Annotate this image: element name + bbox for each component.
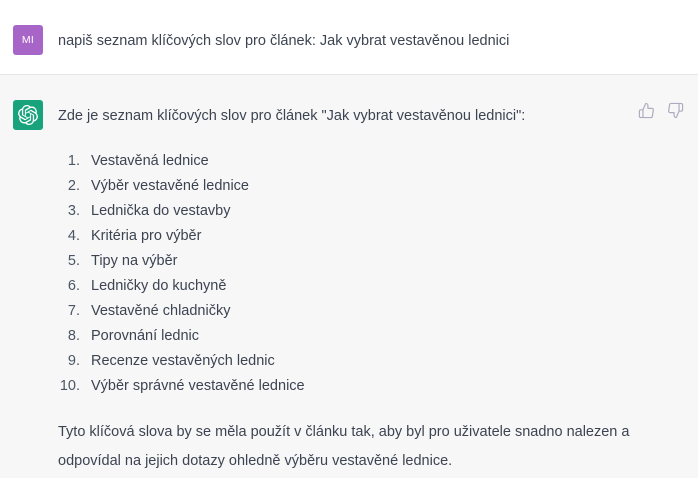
keyword-list-item: 4. Kritéria pro výběr xyxy=(84,224,680,249)
user-message-text: napiš seznam klíčových slov pro článek: Jak vybrat vestavěnou lednici xyxy=(58,33,510,49)
keyword-list-item: 8. Porovnání lednic xyxy=(84,324,680,349)
chatgpt-avatar xyxy=(13,100,43,130)
thumbs-up-icon xyxy=(638,102,655,119)
keyword-list-item: 9. Recenze vestavěných lednic xyxy=(84,349,680,374)
keyword-list-item: 5. Tipy na výběr xyxy=(84,249,680,274)
keyword-list-item: 3. Lednička do vestavby xyxy=(84,199,680,224)
keyword-list-item: 10. Výběr správné vestavěné lednice xyxy=(84,374,680,399)
assistant-intro-text: Zde je seznam klíčových slov pro článek "Jak vybrat vestavěnou lednici": xyxy=(58,108,526,124)
assistant-message-content xyxy=(58,100,685,476)
openai-logo-icon xyxy=(18,105,38,125)
keyword-list-item: 2. Výběr vestavěné lednice xyxy=(84,174,680,199)
thumbs-up-button[interactable] xyxy=(637,101,655,119)
thumbs-down-button[interactable] xyxy=(666,101,684,119)
user-avatar: MI xyxy=(13,25,43,55)
assistant-message-row xyxy=(0,74,698,478)
user-message-row xyxy=(0,0,698,74)
message-feedback-actions xyxy=(637,101,684,119)
thumbs-down-icon xyxy=(667,102,684,119)
keyword-list-item: 6. Ledničky do kuchyně xyxy=(84,274,680,299)
keyword-list xyxy=(58,149,680,399)
keyword-list-item: 7. Vestavěné chladničky xyxy=(84,299,680,324)
assistant-outro-text: Tyto klíčová slova by se měla použít v článku tak, aby byl pro uživatele snadno nalezen a odpovídal na jejich dotazy ohledně výběru vestavěné lednice. xyxy=(58,424,630,469)
keyword-list-item: 1. Vestavěná lednice xyxy=(84,149,680,174)
